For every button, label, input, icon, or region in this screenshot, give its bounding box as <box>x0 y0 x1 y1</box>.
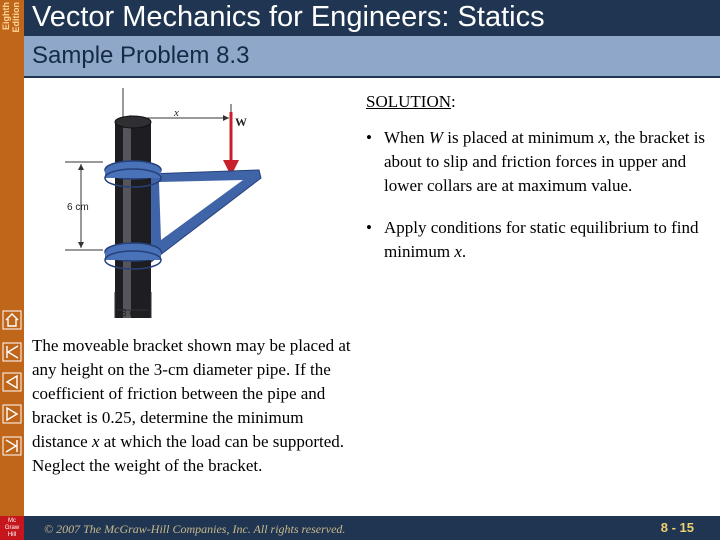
pipe-highlight <box>123 122 131 318</box>
bullet-dot: • <box>366 128 372 147</box>
previous-slide-button[interactable] <box>2 372 22 392</box>
footer-bar <box>24 516 720 540</box>
home-icon <box>2 310 22 330</box>
pipe-top <box>115 116 151 128</box>
x-dimension-label: x <box>174 107 179 119</box>
solution-bullet-2: • Apply conditions for static equilibrium to find minimum x. <box>366 218 699 261</box>
edition-line1: Eighth <box>1 2 11 30</box>
edition-label <box>0 0 24 46</box>
mcgraw-hill-logo: Mc Graw Hill <box>0 516 24 540</box>
three-cm-label: 3 cm <box>121 308 143 319</box>
last-slide-button[interactable] <box>2 436 22 456</box>
left-sidebar <box>0 0 24 540</box>
edition-line2: Edition <box>11 2 21 33</box>
load-label: W <box>235 115 247 129</box>
page-subtitle: Sample Problem 8.3 <box>32 42 250 69</box>
bracket-diagram <box>55 82 320 322</box>
last-slide-icon <box>2 436 22 456</box>
page-title: Vector Mechanics for Engineers: Statics <box>32 1 545 33</box>
header-divider <box>24 76 720 78</box>
first-slide-button[interactable] <box>2 342 22 362</box>
solution-bullet-1: • When W is placed at minimum x, the bracket is about to slip and friction forces in upper and lower collars are at maximum value. <box>366 128 706 195</box>
bracket-figure <box>55 82 320 322</box>
problem-statement: The moveable bracket shown may be placed at any height on the 3-cm diameter pipe. If the coefficient of friction between the pipe and bracket is 0.25, determine the minimum distance x at which the load can be supported. Neglect the weight of the bracket. <box>32 336 351 475</box>
solution-title: SOLUTION <box>366 92 451 111</box>
bullet-dot: • <box>366 218 372 237</box>
solution-section <box>366 90 706 264</box>
subtitle-bar <box>24 36 720 76</box>
next-slide-icon <box>2 404 22 424</box>
bracket-opening <box>159 180 243 240</box>
page-number: 8 - 15 <box>660 520 694 535</box>
first-slide-icon <box>2 342 22 362</box>
previous-slide-icon <box>2 372 22 392</box>
pipe <box>115 122 151 318</box>
copyright-notice: © 2007 The McGraw-Hill Companies, Inc. All rights reserved. <box>44 522 346 536</box>
next-slide-button[interactable] <box>2 404 22 424</box>
solution-heading: SOLUTION: <box>366 92 456 111</box>
title-bar <box>24 0 720 36</box>
home-button[interactable] <box>2 310 22 330</box>
six-cm-label: 6 cm <box>67 202 89 213</box>
